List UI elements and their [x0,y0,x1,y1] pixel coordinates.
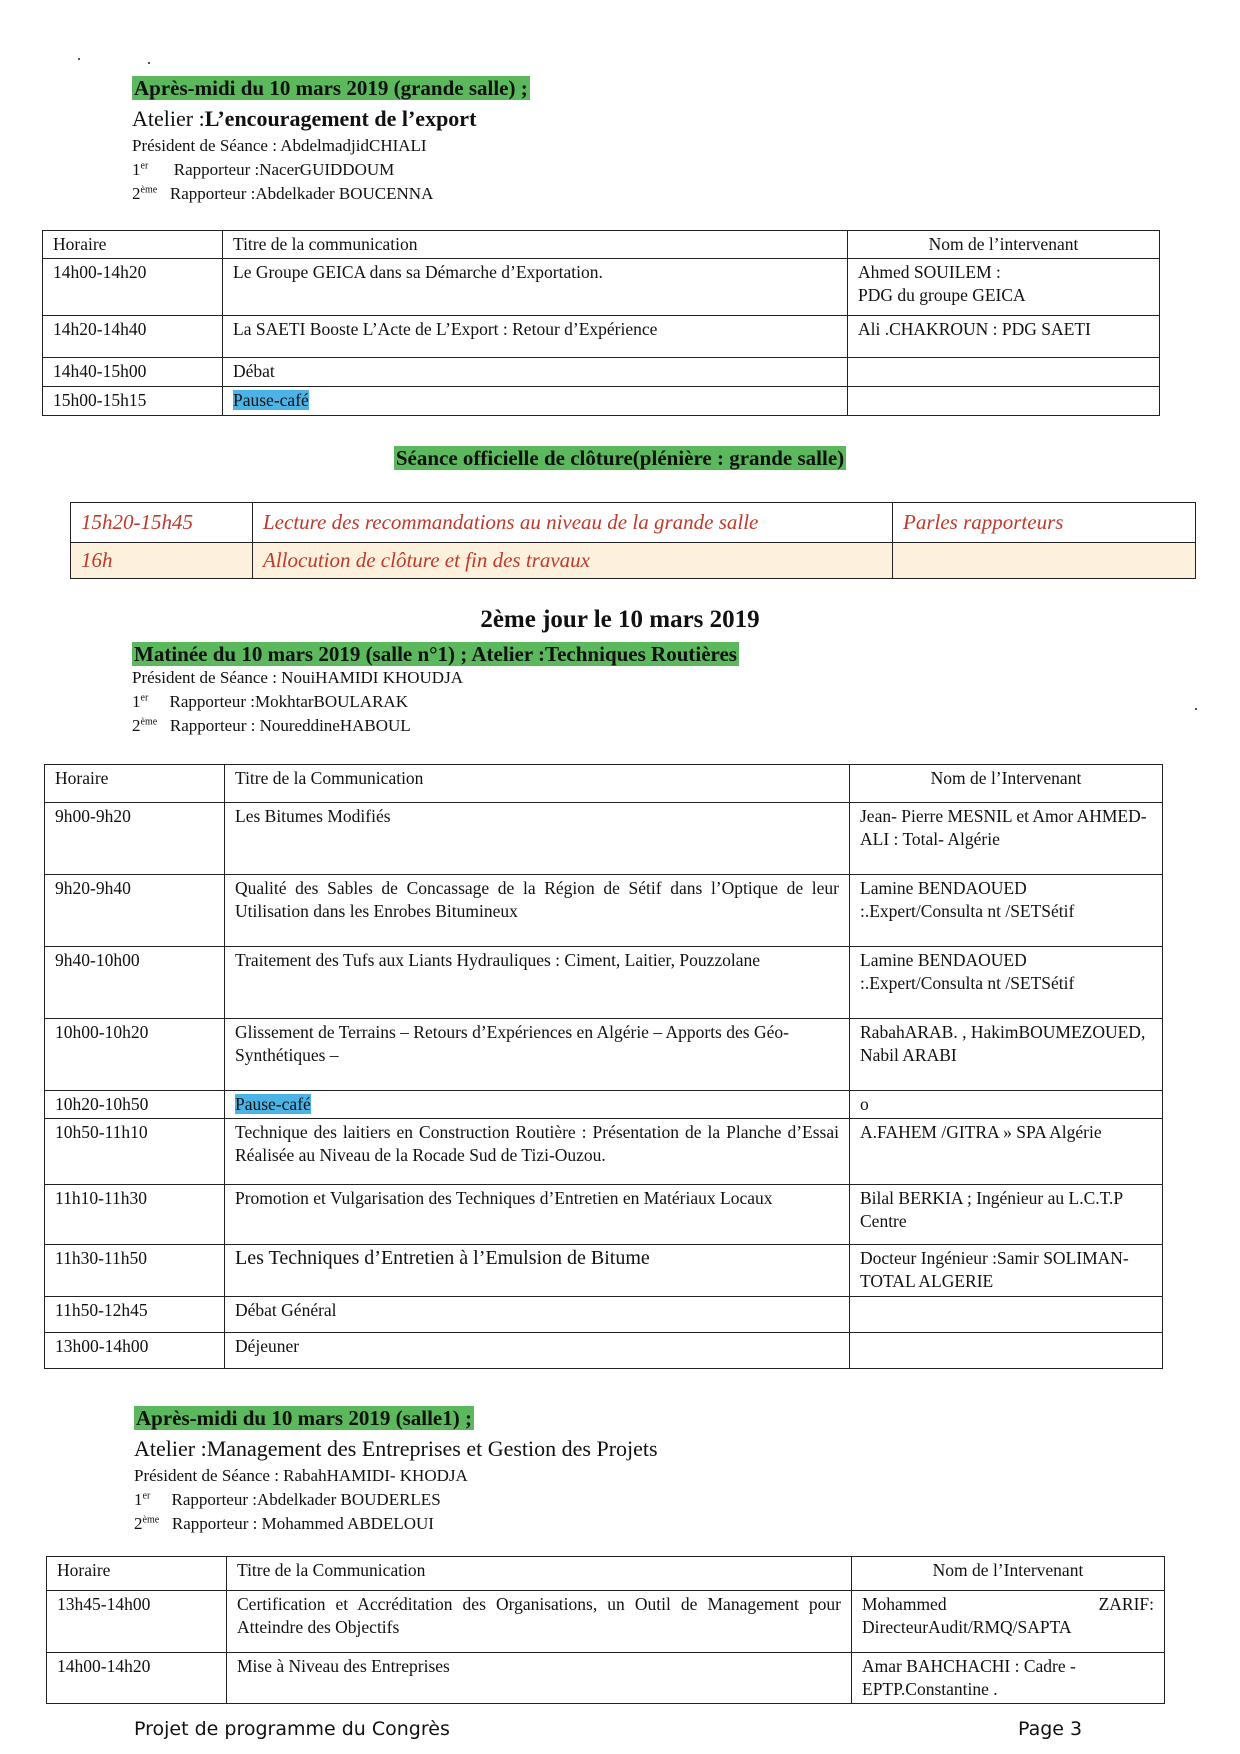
scan-mark [78,58,80,60]
row-time: 13h00-14h00 [45,1333,225,1369]
row-title: Débat Général [225,1297,850,1333]
row-title: Glissement de Terrains – Retours d’Expériences en Algérie – Apports des Géo-Synthétiques – [225,1019,850,1091]
table-row [43,358,1160,387]
closing-item: Lecture des recommandations au niveau de la grande salle [253,503,893,543]
table-row [45,875,1163,947]
section3-workshop: Atelier :Management des Entreprises et Gestion des Projets [134,1436,658,1461]
row-time: 14h00-14h20 [43,259,223,316]
section2-rapporteur-2: 2ème Rapporteur : NoureddineHABOUL [132,716,411,735]
table-row [45,947,1163,1019]
section3-title: Après-midi du 10 mars 2019 (salle1) ; [136,1406,472,1430]
table-row [45,803,1163,875]
table-row [45,1297,1163,1333]
row-time: 11h30-11h50 [45,1245,225,1297]
section1-title: Après-midi du 10 mars 2019 (grande salle) ; [134,76,528,100]
row-time: 9h40-10h00 [45,947,225,1019]
row-speaker [850,1333,1163,1369]
table-row [45,1019,1163,1091]
section3-president: Président de Séance : RabahHAMIDI- KHODJA [134,1466,468,1485]
row-speaker: RabahARAB. , HakimBOUMEZOUED, Nabil ARABI [850,1019,1163,1091]
row-title: Les Techniques d’Entretien à l’Emulsion de Bitume [225,1245,850,1297]
row-title: Promotion et Vulgarisation des Techniques d’Entretien en Matériaux Locaux [225,1185,850,1245]
row-speaker: Docteur Ingénieur :Samir SOLIMAN- TOTAL ALGERIE [850,1245,1163,1297]
row-time: 14h00-14h20 [47,1653,227,1704]
section1-rapporteur-2: 2ème Rapporteur :Abdelkader BOUCENNA [132,184,434,203]
closing-title: Séance officielle de clôture(plénière : grande salle) [395,446,845,470]
row-time: 15h00-15h15 [43,387,223,416]
row-speaker [850,1297,1163,1333]
row-time: 14h20-14h40 [43,316,223,358]
row-time: 11h50-12h45 [45,1297,225,1333]
row-title: Qualité des Sables de Concassage de la Région de Sétif dans l’Optique de leur Utilisation dans les Enrobes Bitumineux [225,875,850,947]
section2-president: Président de Séance : NouiHAMIDI KHOUDJA [132,668,463,687]
row-speaker: Bilal BERKIA ; Ingénieur au L.C.T.P Centre [850,1185,1163,1245]
table-row [45,1119,1163,1185]
row-time: 13h45-14h00 [47,1591,227,1653]
closing-item: Allocution de clôture et fin des travaux [253,543,893,579]
closing-time: 15h20-15h45 [71,503,253,543]
table-row [47,1653,1165,1704]
header-horaire: Horaire [47,1557,227,1591]
header-horaire: Horaire [45,765,225,803]
row-title: Technique des laitiers en Construction Routière : Présentation de la Planche d’Essai Réalisée au Niveau de la Rocade Sud de Tizi-Ouzou. [225,1119,850,1185]
table-row [43,387,1160,416]
row-title: Certification et Accréditation des Organisations, un Outil de Management pour Atteindre des Objectifs [227,1591,852,1653]
day2-title: 2ème jour le 10 mars 2019 [480,606,760,633]
table-header-row [43,231,1160,259]
row-time: 10h50-11h10 [45,1119,225,1185]
table-row [45,1185,1163,1245]
page-number: Page 3 [1018,1718,1083,1740]
header-titre: Titre de la Communication [227,1557,852,1591]
table-row [43,259,1160,316]
closing-who [893,543,1196,579]
row-speaker: o [850,1091,1163,1119]
section3-rapporteur-2: 2ème Rapporteur : Mohammed ABDELOUI [134,1514,434,1533]
row-speaker: Ahmed SOUILEM : PDG du groupe GEICA [848,259,1160,316]
row-title: Débat [223,358,848,387]
row-title: Déjeuner [225,1333,850,1369]
closing-time: 16h [71,543,253,579]
row-time: 9h00-9h20 [45,803,225,875]
footer-title: Projet de programme du Congrès [134,1718,450,1740]
row-speaker: Amar BAHCHACHI : Cadre -EPTP.Constantine . [852,1653,1165,1704]
table-row [45,1091,1163,1119]
row-speaker: Mohammed ZARIF: DirecteurAudit/RMQ/SAPTA [852,1591,1165,1653]
row-speaker: Jean- Pierre MESNIL et Amor AHMED-ALI : Total- Algérie [850,803,1163,875]
row-time: 11h10-11h30 [45,1185,225,1245]
section1-president: Président de Séance : AbdelmadjidCHIALI [132,136,427,155]
row-speaker: Lamine BENDAOUED :.Expert/Consulta nt /SETSétif [850,875,1163,947]
row-speaker [848,358,1160,387]
closing-table [70,502,1196,579]
row-time: 10h00-10h20 [45,1019,225,1091]
header-intervenant: Nom de l’Intervenant [852,1557,1165,1591]
row-title: Pause-café [223,387,848,416]
table-row [47,1591,1165,1653]
row-speaker: Ali .CHAKROUN : PDG SAETI [848,316,1160,358]
row-time: 9h20-9h40 [45,875,225,947]
row-time: 10h20-10h50 [45,1091,225,1119]
section1-rapporteur-1: 1er Rapporteur :NacerGUIDDOUM [132,160,395,179]
header-titre: Titre de la communication [223,231,848,259]
row-speaker: Lamine BENDAOUED :.Expert/Consulta nt /SETSétif [850,947,1163,1019]
section2-rapporteur-1: 1er Rapporteur :MokhtarBOULARAK [132,692,408,711]
row-title: Mise à Niveau des Entreprises [227,1653,852,1704]
section3-table [46,1556,1165,1704]
closing-who: Parles rapporteurs [893,503,1196,543]
scan-mark [1195,708,1197,710]
table-header-row [47,1557,1165,1591]
scan-mark [148,62,150,64]
row-title: Les Bitumes Modifiés [225,803,850,875]
table-row [71,503,1196,543]
header-horaire: Horaire [43,231,223,259]
table-row [43,316,1160,358]
row-title: Traitement des Tufs aux Liants Hydrauliques : Ciment, Laitier, Pouzzolane [225,947,850,1019]
section2-title: Matinée du 10 mars 2019 (salle n°1) ; Atelier :Techniques Routières [134,642,737,666]
row-title: Pause-café [225,1091,850,1119]
row-time: 14h40-15h00 [43,358,223,387]
table-header-row [45,765,1163,803]
header-titre: Titre de la Communication [225,765,850,803]
table-row [71,543,1196,579]
section1-table [42,230,1160,416]
row-title: Le Groupe GEICA dans sa Démarche d’Exportation. [223,259,848,316]
row-title: La SAETI Booste L’Acte de L’Export : Retour d’Expérience [223,316,848,358]
row-speaker: A.FAHEM /GITRA » SPA Algérie [850,1119,1163,1185]
table-row [45,1245,1163,1297]
section2-table [44,764,1163,1369]
row-speaker [848,387,1160,416]
section3-rapporteur-1: 1er Rapporteur :Abdelkader BOUDERLES [134,1490,441,1509]
section1-workshop: Atelier :L’encouragement de l’export [132,106,477,131]
table-row [45,1333,1163,1369]
header-intervenant: Nom de l’Intervenant [850,765,1163,803]
header-intervenant: Nom de l’intervenant [848,231,1160,259]
